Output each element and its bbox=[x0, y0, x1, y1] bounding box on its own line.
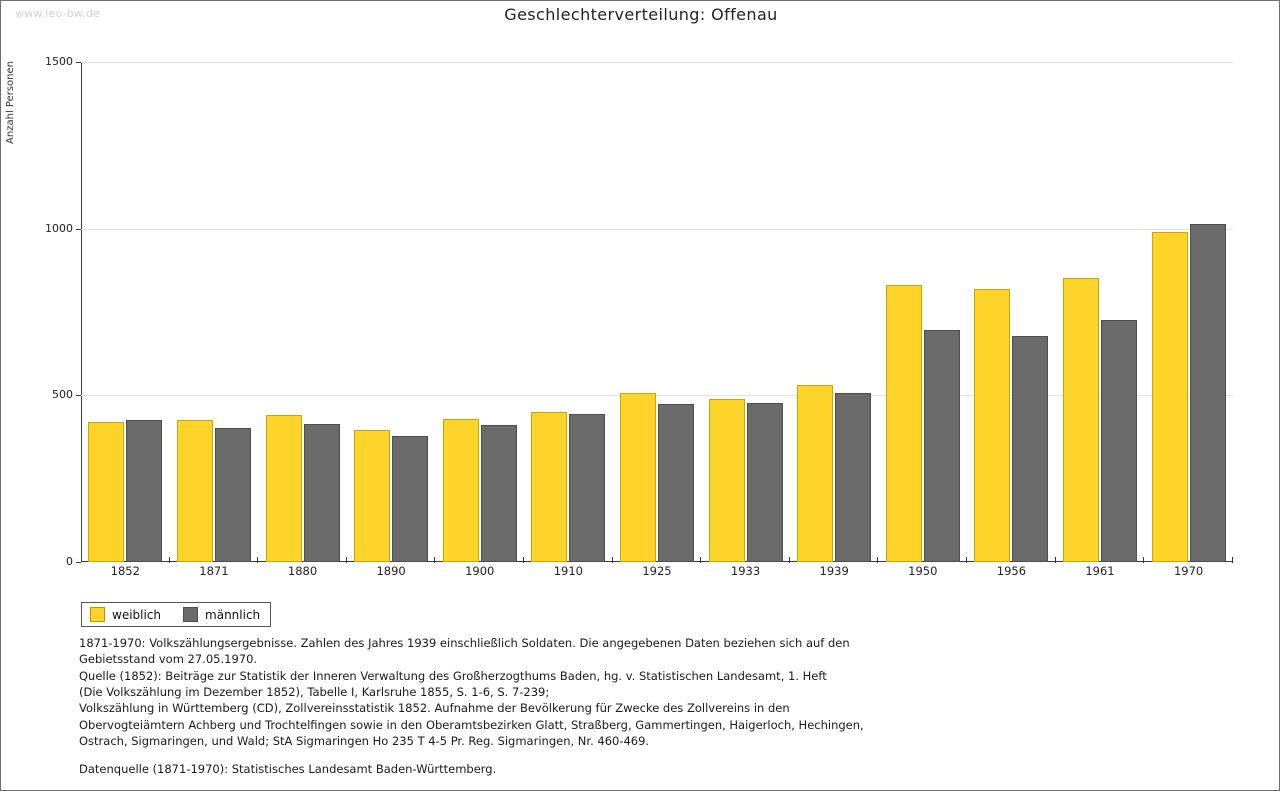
chart-notes bbox=[79, 635, 1209, 778]
bar-maennlich[interactable] bbox=[215, 428, 251, 562]
bar-maennlich[interactable] bbox=[1190, 224, 1226, 562]
bar-weiblich[interactable] bbox=[177, 420, 213, 562]
notes-line: Volkszählung in Württemberg (CD), Zollvereinsstatistik 1852. Aufnahme der Bevölkerung für Zwecke des Zollvereins in den bbox=[79, 701, 790, 716]
bar-group bbox=[524, 62, 613, 562]
x-axis-tick-label: 1925 bbox=[642, 564, 672, 578]
legend-swatch-icon bbox=[183, 607, 198, 622]
x-axis-tick-labels bbox=[81, 564, 1233, 578]
bar-maennlich[interactable] bbox=[924, 330, 960, 562]
x-axis-tick-label: 1890 bbox=[376, 564, 406, 578]
bar-group bbox=[613, 62, 702, 562]
bar-group bbox=[701, 62, 790, 562]
bar-weiblich[interactable] bbox=[1063, 278, 1099, 562]
y-axis-tick-label: 500 bbox=[52, 388, 73, 402]
legend-item-maennlich[interactable] bbox=[183, 607, 260, 622]
notes-line: 1871-1970: Volkszählungsergebnisse. Zahlen des Jahres 1939 einschließlich Soldaten. Die angegebenen Daten beziehen sich auf den bbox=[79, 636, 850, 650]
bar-group bbox=[790, 62, 879, 562]
bar-groups bbox=[81, 62, 1233, 562]
notes-block-sources bbox=[79, 635, 1209, 749]
bar-weiblich[interactable] bbox=[886, 285, 922, 562]
bar-weiblich[interactable] bbox=[443, 419, 479, 562]
legend-swatch-icon bbox=[90, 607, 105, 622]
bar-group bbox=[1056, 62, 1145, 562]
bar-weiblich[interactable] bbox=[354, 430, 390, 562]
x-axis-tick-label: 1880 bbox=[287, 564, 318, 578]
bar-group bbox=[1144, 62, 1233, 562]
bar-maennlich[interactable] bbox=[569, 414, 605, 562]
notes-datasource: Datenquelle (1871-1970): Statistisches Landesamt Baden-Württemberg. bbox=[79, 762, 497, 777]
chart-legend bbox=[81, 602, 271, 627]
bar-group bbox=[347, 62, 436, 562]
bar-group bbox=[435, 62, 524, 562]
bar-maennlich[interactable] bbox=[1012, 336, 1048, 562]
notes-line: Gebietsstand vom 27.05.1970. bbox=[79, 652, 258, 667]
notes-line: Quelle (1852): Beiträge zur Statistik der Inneren Verwaltung des Großherzogthums Baden, hg. v. Statistischen Landesamt, 1. Heft bbox=[79, 668, 827, 683]
bar-weiblich[interactable] bbox=[266, 415, 302, 562]
bar-group bbox=[967, 62, 1056, 562]
y-axis-label: Anzahl Personen bbox=[5, 61, 16, 144]
bar-group bbox=[81, 62, 170, 562]
bar-weiblich[interactable] bbox=[1152, 232, 1188, 562]
notes-line: (Die Volkszählung im Dezember 1852), Tabelle I, Karlsruhe 1855, S. 1-6, S. 7-239; bbox=[79, 684, 550, 699]
bar-maennlich[interactable] bbox=[1101, 320, 1137, 562]
bar-maennlich[interactable] bbox=[481, 425, 517, 562]
x-axis-tick-label: 1910 bbox=[553, 564, 583, 578]
x-axis-tick-label: 1970 bbox=[1173, 564, 1204, 578]
bar-maennlich[interactable] bbox=[658, 404, 694, 562]
y-axis-tick-label: 0 bbox=[66, 555, 73, 568]
page-title: Geschlechterverteilung: Offenau bbox=[504, 5, 778, 24]
x-axis-tick-label: 1939 bbox=[819, 564, 849, 578]
legend-label: weiblich bbox=[112, 607, 162, 622]
x-axis-tick bbox=[1232, 557, 1233, 563]
x-axis-tick-label: 1956 bbox=[996, 564, 1027, 578]
watermark-label: www.leo-bw.de bbox=[15, 7, 101, 20]
bar-group bbox=[878, 62, 967, 562]
bar-weiblich[interactable] bbox=[974, 289, 1010, 562]
x-axis-tick-label: 1933 bbox=[730, 564, 761, 578]
bar-weiblich[interactable] bbox=[709, 399, 745, 562]
bar-weiblich[interactable] bbox=[88, 422, 124, 562]
bar-maennlich[interactable] bbox=[392, 436, 428, 562]
bar-weiblich[interactable] bbox=[620, 393, 656, 562]
x-axis-tick-label: 1950 bbox=[908, 564, 938, 578]
legend-item-weiblich[interactable] bbox=[90, 607, 161, 622]
bar-maennlich[interactable] bbox=[126, 420, 162, 562]
bar-weiblich[interactable] bbox=[531, 412, 567, 562]
y-axis-tick-label: 1000 bbox=[45, 221, 73, 235]
x-axis-tick-label: 1852 bbox=[110, 564, 140, 578]
bar-group bbox=[258, 62, 347, 562]
bar-weiblich[interactable] bbox=[797, 385, 833, 562]
notes-line: Obervogteiämtern Achberg und Trochtelfingen sowie in den Oberamtsbezirken Glatt, Straßberg, Gammertingen, Haigerloch, Hechingen, bbox=[79, 717, 864, 732]
plot-area bbox=[45, 55, 1233, 568]
x-axis-tick-label: 1961 bbox=[1085, 564, 1115, 578]
bar-maennlich[interactable] bbox=[747, 403, 783, 562]
legend-label: männlich bbox=[205, 607, 261, 622]
bar-group bbox=[170, 62, 259, 562]
y-axis-tick bbox=[76, 562, 81, 563]
y-axis-tick-label: 1500 bbox=[45, 55, 73, 68]
notes-line: Ostrach, Sigmaringen, und Wald; StA Sigmaringen Ho 235 T 4-5 Pr. Reg. Sigmaringen, Nr. 460-469. bbox=[79, 733, 650, 748]
x-axis-tick-label: 1871 bbox=[199, 564, 229, 578]
x-axis-tick-label: 1900 bbox=[465, 564, 495, 578]
bar-maennlich[interactable] bbox=[304, 424, 340, 562]
bar-maennlich[interactable] bbox=[835, 393, 871, 562]
